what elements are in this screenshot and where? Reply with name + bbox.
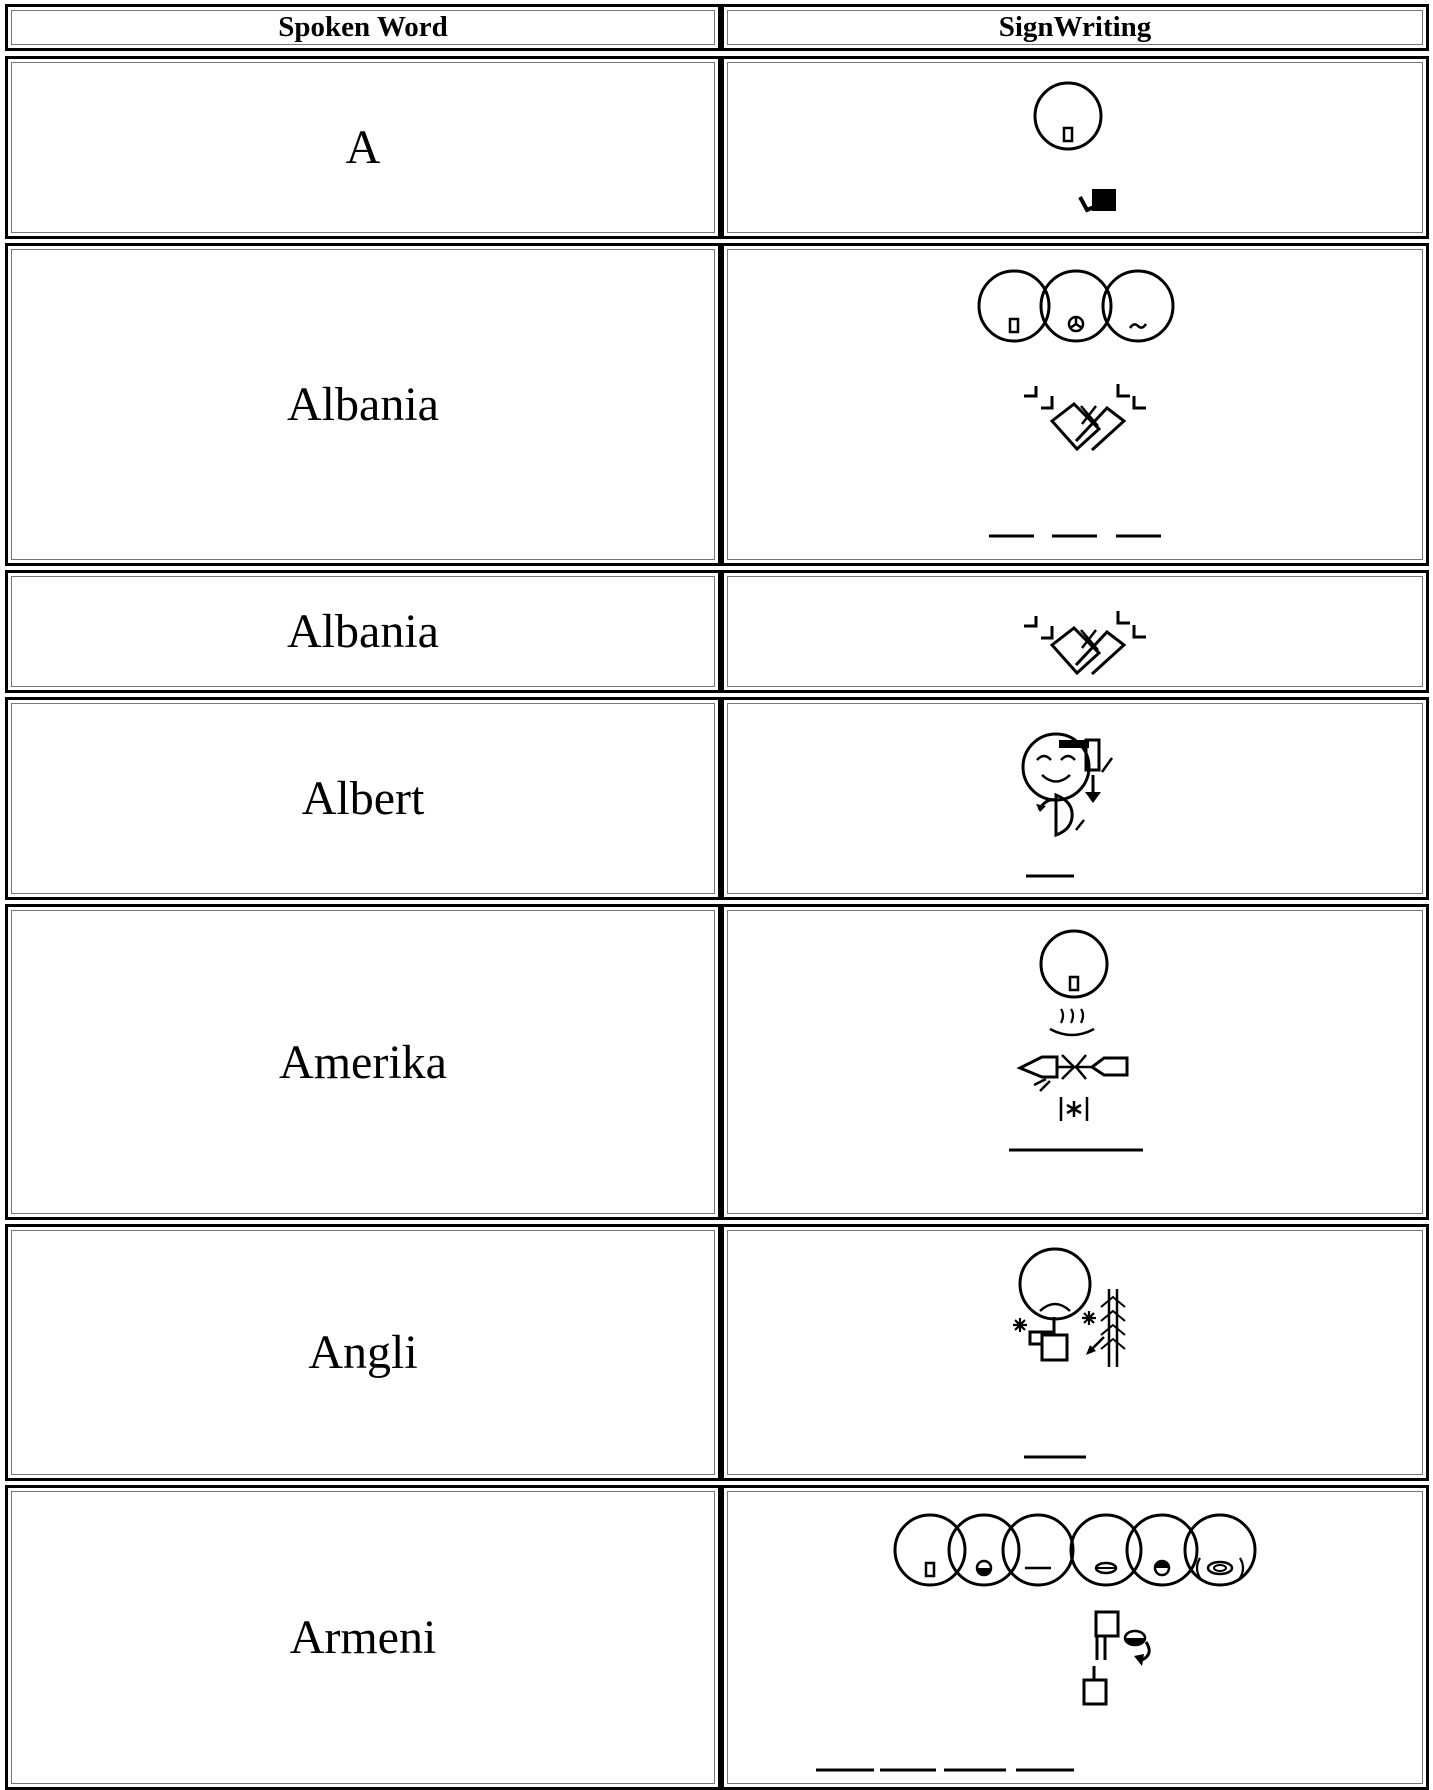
spoken-word: Albania bbox=[287, 605, 439, 658]
signwriting-a-icon bbox=[724, 59, 1429, 239]
header-spoken-word-label: Spoken Word bbox=[278, 11, 448, 43]
signwriting-albert-icon bbox=[724, 700, 1429, 900]
signwriting-cell bbox=[721, 56, 1429, 239]
signwriting-amerika-icon bbox=[724, 907, 1429, 1220]
spoken-word: Albert bbox=[301, 772, 425, 825]
spoken-word: Armeni bbox=[289, 1611, 437, 1664]
table-row-word bbox=[5, 904, 721, 1220]
spoken-word: Amerika bbox=[279, 1035, 447, 1089]
signwriting-cell bbox=[721, 697, 1429, 900]
table-row-word bbox=[5, 56, 721, 239]
signwriting-cell bbox=[721, 904, 1429, 1220]
signwriting-albania-icon bbox=[724, 573, 1429, 693]
spoken-word: A bbox=[345, 121, 381, 174]
table-row-word bbox=[5, 1224, 721, 1481]
spoken-word: Angli bbox=[308, 1326, 418, 1379]
table-row-word bbox=[5, 697, 721, 900]
signwriting-cell bbox=[721, 1224, 1429, 1481]
signwriting-angli-icon bbox=[724, 1227, 1429, 1481]
header-signwriting-label: SignWriting bbox=[998, 11, 1152, 43]
header-signwriting bbox=[721, 4, 1429, 51]
signwriting-albania-fingerspelled-icon bbox=[724, 246, 1429, 566]
table-row-word bbox=[5, 1485, 721, 1790]
header-spoken-word bbox=[5, 4, 721, 51]
table-row-word bbox=[5, 243, 721, 566]
table-row-word bbox=[5, 570, 721, 693]
spoken-word: Albania bbox=[287, 378, 439, 431]
signwriting-cell bbox=[721, 1485, 1429, 1790]
signwriting-cell bbox=[721, 570, 1429, 693]
signwriting-armeni-icon bbox=[724, 1488, 1429, 1790]
signwriting-cell bbox=[721, 243, 1429, 566]
